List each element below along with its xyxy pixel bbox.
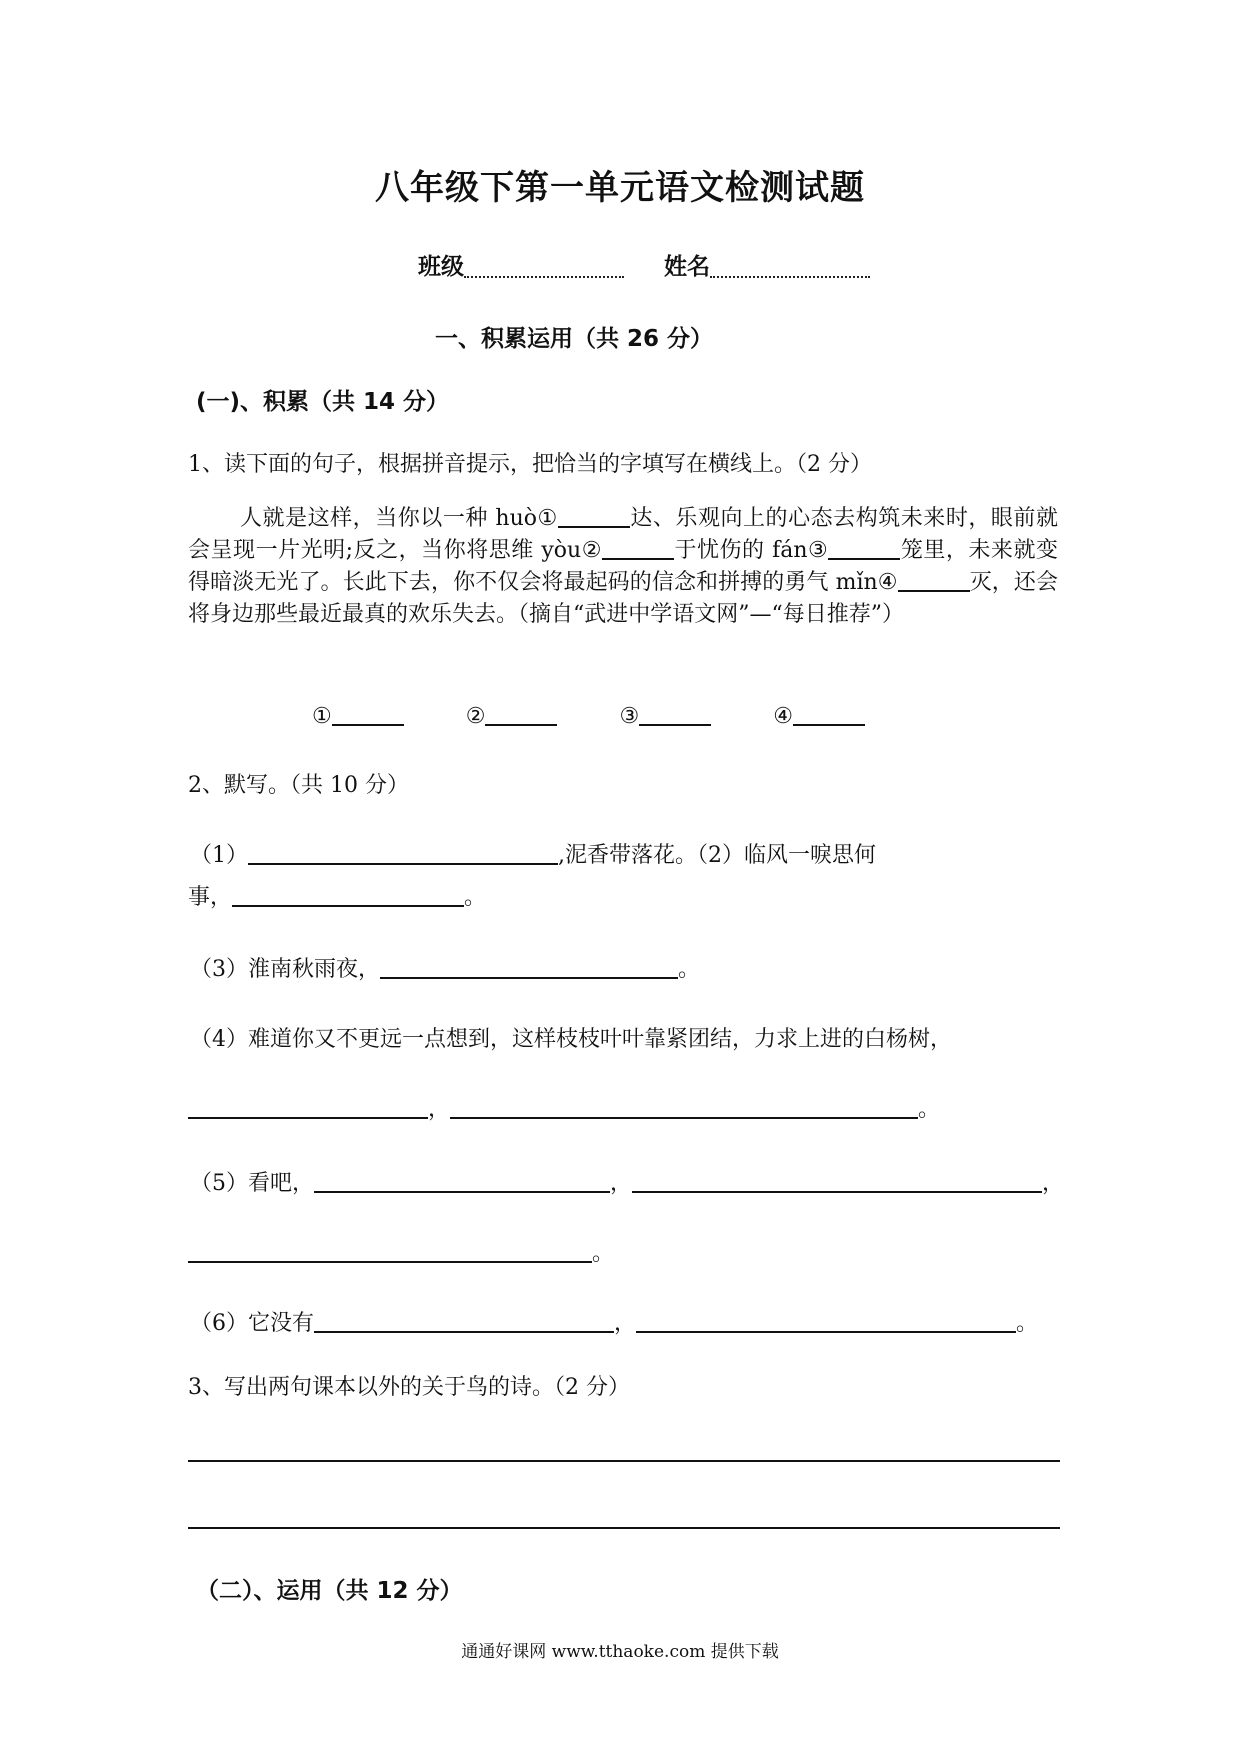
dictation-blank[interactable] <box>188 1241 592 1263</box>
dictation-blank[interactable] <box>450 1097 918 1119</box>
dictation-blank[interactable] <box>232 885 464 907</box>
class-name-row <box>418 248 870 281</box>
question-3-prompt: 3、写出两句课本以外的关于鸟的诗。（2 分） <box>188 1375 630 1400</box>
answer-blank-1[interactable] <box>332 704 404 726</box>
blank-3[interactable] <box>828 540 900 560</box>
passage-text: 达、乐观向上的心态去构筑未来时，眼前就会呈现一片光明;反之，当你将思维 yòu② <box>188 506 1058 563</box>
answer-blank-3[interactable] <box>639 704 711 726</box>
name-label: 姓名 <box>664 254 710 280</box>
subsection-heading: (一)、积累（共 14 分） <box>196 389 450 415</box>
dictation-line-5: （5）看吧， ， ， <box>190 1171 1065 1196</box>
answer-blank-2[interactable] <box>485 704 557 726</box>
page-title: 八年级下第一单元语文检测试题 <box>375 168 865 208</box>
section-heading: 一、积累运用（共 26 分） <box>435 326 714 352</box>
answer-4: ④ <box>773 704 865 729</box>
dictation-line-6: （6）它没有 ， 。 <box>190 1311 1039 1336</box>
passage-text: 灭，还会将身边那些最近最真的欢乐失去。（摘自“武进中学语文网”—“每日推荐”） <box>188 570 1058 627</box>
dictation-blank[interactable] <box>314 1171 610 1193</box>
answer-1: ① <box>312 704 404 729</box>
dictation-blank[interactable] <box>314 1311 614 1333</box>
dictation-blank[interactable] <box>632 1171 1042 1193</box>
blank-4[interactable] <box>898 572 970 592</box>
class-field[interactable] <box>464 254 624 278</box>
dictation-line-1: （1） ,泥香带落花。（2）临风一唳思何 <box>190 843 876 868</box>
dictation-line-3: （3）淮南秋雨夜， 。 <box>190 957 701 982</box>
answer-3: ③ <box>619 704 711 729</box>
passage-text: 人就是这样，当你以一种 huò① <box>240 506 558 531</box>
dictation-blank[interactable] <box>248 843 558 865</box>
question-1-prompt: 1、读下面的句子，根据拼音提示，把恰当的字填写在横线上。（2 分） <box>188 452 872 477</box>
question-2-prompt: 2、默写。（共 10 分） <box>188 773 409 798</box>
passage-text: 于忧伤的 fán③ <box>673 538 829 563</box>
subsection-heading: （二）、运用（共 12 分） <box>196 1578 463 1604</box>
blank-2[interactable] <box>602 540 674 560</box>
dictation-blank[interactable] <box>380 957 678 979</box>
class-label: 班级 <box>418 254 464 280</box>
answer-line[interactable] <box>188 1460 1060 1462</box>
answer-row <box>312 704 865 729</box>
dictation-line-4b: ， 。 <box>188 1092 940 1123</box>
answer-2: ② <box>466 704 558 729</box>
dictation-line-2: 事， 。 <box>188 885 487 910</box>
dictation-blank[interactable] <box>188 1097 428 1119</box>
question-1-passage <box>188 503 1058 631</box>
passage-text: 笼里，未来就变得暗淡无光了。长此下去，你不仅会将最起码的信念和拼搏的勇气 mǐn④ <box>188 538 1058 595</box>
name-field[interactable] <box>710 254 870 278</box>
dictation-blank[interactable] <box>636 1311 1016 1333</box>
answer-blank-4[interactable] <box>793 704 865 726</box>
dictation-line-4: （4）难道你又不更远一点想到，这样枝枝叶叶靠紧团结，力求上进的白杨树， <box>190 1027 952 1052</box>
dictation-line-5b: 。 <box>188 1236 614 1267</box>
footer: 通通好课网 www.tthaoke.com 提供下载 <box>461 1642 779 1662</box>
answer-line[interactable] <box>188 1527 1060 1529</box>
blank-1[interactable] <box>558 508 630 528</box>
